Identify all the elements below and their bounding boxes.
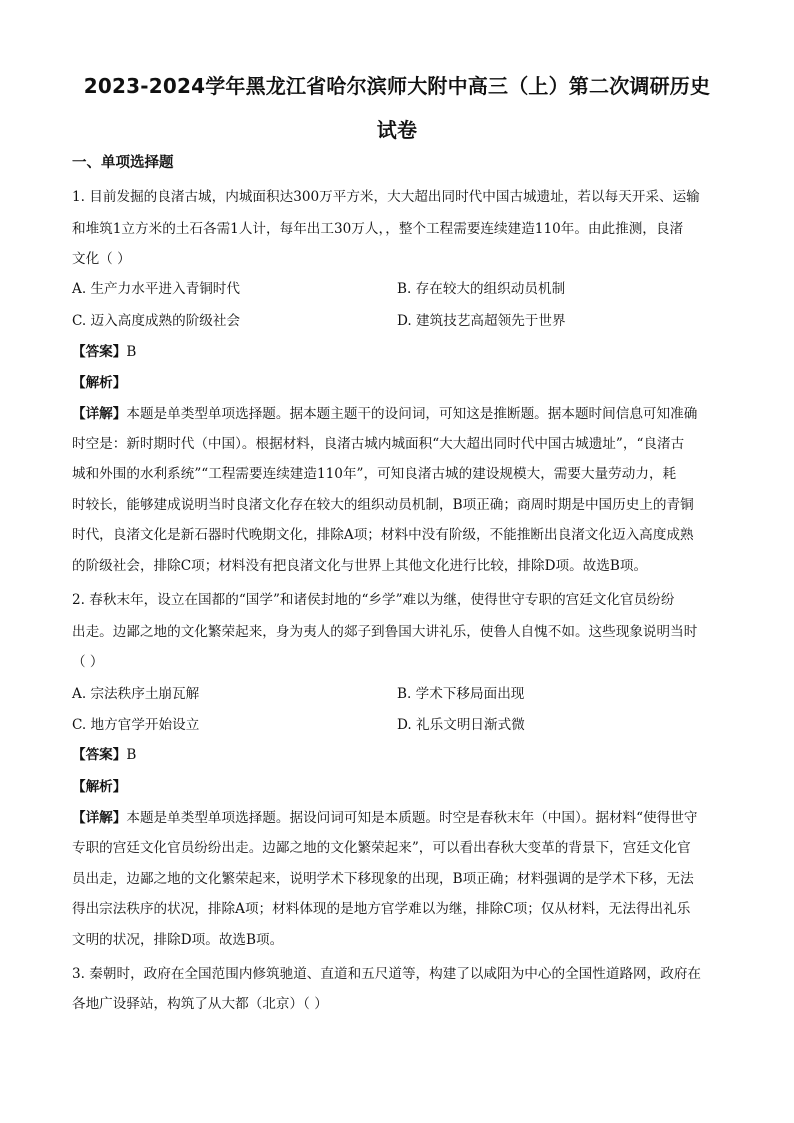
q2-option-d: D. 礼乐文明日渐式微 — [397, 717, 525, 733]
q1-detail-line: 的阶级社会，排除C项；材料没有把良渚文化与世界上其他文化进行比较，排除D项。故选B项。 — [72, 558, 648, 574]
section-heading: 一、单项选择题 — [72, 155, 174, 171]
q1-detail-line: 时代，良渚文化是新石器时代晚期文化，排除A项；材料中没有阶级，不能推断出良渚文化迈入高度成熟 — [72, 527, 694, 543]
q1-detail-line — [72, 402, 697, 422]
doc-title-line2: 试卷 — [376, 118, 418, 142]
q2-option-b: B. 学术下移局面出现 — [397, 686, 525, 702]
detail-text: 本题是单类型单项选择题。据设问词可知是本质题。时空是春秋末年（中国）。据材料“使得世守 — [126, 810, 698, 826]
q3-stem-line: 3. 秦朝时，政府在全国范围内修筑驰道、直道和五尺道等，构建了以咸阳为中心的全国性道路网，政府在 — [72, 966, 702, 982]
q2-option-a: A. 宗法秩序土崩瓦解 — [72, 686, 200, 702]
q2-answer — [72, 743, 136, 763]
q1-option-b: B. 存在较大的组织动员机制 — [397, 281, 566, 297]
q1-stem-line: 1. 目前发掘的良渚古城，内城面积达300万平方米，大大超出同时代中国古城遗址，若以每天开采、运输 — [72, 189, 700, 205]
q1-answer — [72, 340, 136, 360]
q1-stem-line: 和堆筑1立方米的土石各需1人计，每年出工30万人，，整个工程需要连续建造110年。由此推测，良渚 — [72, 221, 684, 237]
detail-tag: 【详解】 — [72, 406, 127, 422]
q1-stem-line: 文化（ ） — [72, 251, 131, 267]
q1-detail-line: 时较长，能够建成说明当时良渚文化存在较大的组织动员机制，B项正确；商周时期是中国历史上的青铜 — [72, 497, 694, 513]
answer-value: B — [126, 344, 137, 360]
q2-detail-line — [72, 806, 697, 826]
q2-stem-line: 出走。边鄙之地的文化繁荣起来，身为夷人的郯子到鲁国大讲礼乐，使鲁人自愧不如。这些现象说明当时 — [72, 624, 698, 640]
answer-value: B — [126, 747, 137, 763]
q2-stem-line: 2. 春秋末年，设立在国都的“国学”和诸侯封地的“乡学”难以为继，使得世守专职的宫廷文化官员纷纷 — [72, 592, 675, 608]
q1-detail-line: 城和外围的水利系统”“工程需要连续建造110年”，可知良渚古城的建设规模大，需要大量劳动力，耗 — [72, 466, 677, 482]
q1-option-a: A. 生产力水平进入青铜时代 — [72, 281, 240, 297]
q1-option-d: D. 建筑技艺高超领先于世界 — [397, 313, 566, 329]
q2-option-c: C. 地方官学开始设立 — [72, 717, 200, 733]
answer-tag: 【答案】 — [72, 747, 127, 763]
q1-analysis-tag: 【解析】 — [72, 375, 127, 391]
q2-stem-line: （ ） — [72, 654, 104, 670]
q2-detail-line: 文明的状况，排除D项。故选B项。 — [72, 932, 284, 948]
q2-detail-line: 专职的宫廷文化官员纷纷出走。边鄙之地的文化繁荣起来”，可以看出春秋大变革的背景下，宫廷文化官 — [72, 840, 691, 856]
q1-option-c: C. 迈入高度成熟的阶级社会 — [72, 313, 241, 329]
q2-detail-line: 员出走，边鄙之地的文化繁荣起来，说明学术下移现象的出现，B项正确；材料强调的是学术下移，无法 — [72, 871, 694, 887]
q1-detail-line: 时空是：新时期时代（中国）。根据材料，良渚古城内城面积“大大超出同时代中国古城遗址”，“良渚古 — [72, 436, 685, 452]
detail-text: 本题是单类型单项选择题。据本题主题干的设问词，可知这是推断题。据本题时间信息可知准确 — [126, 406, 698, 422]
q2-analysis-tag: 【解析】 — [72, 779, 127, 795]
doc-title-line1: 2023-2024学年黑龙江省哈尔滨师大附中高三（上）第二次调研历史 — [83, 74, 711, 98]
answer-tag: 【答案】 — [72, 344, 127, 360]
q2-detail-line: 得出宗法秩序的状况，排除A项；材料体现的是地方官学难以为继，排除C项；仅从材料，无法得出礼乐 — [72, 901, 691, 917]
detail-tag: 【详解】 — [72, 810, 127, 826]
q3-stem-line: 各地广设驿站，构筑了从大都（北京）（ ） — [72, 996, 328, 1012]
